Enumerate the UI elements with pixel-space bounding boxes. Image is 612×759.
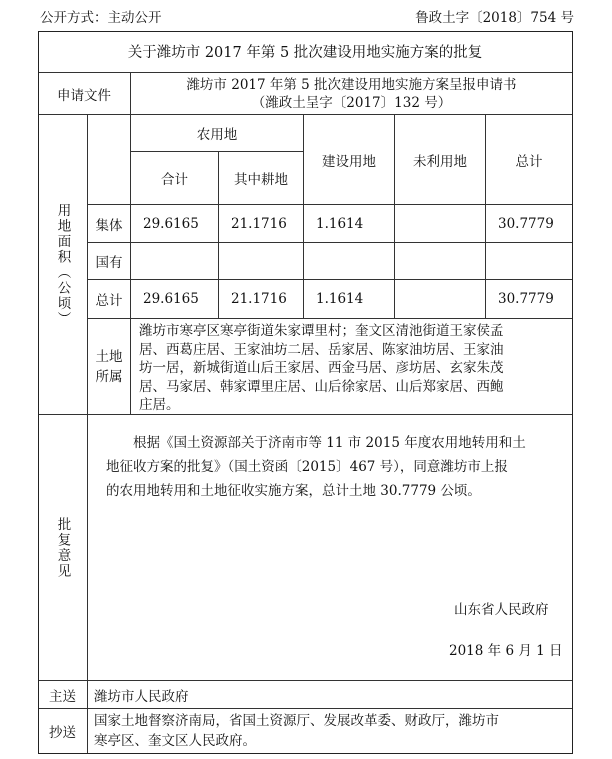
- farmland-header: 农用地: [131, 115, 304, 152]
- application-title: 潍坊市 2017 年第 5 批次建设用地实施方案呈报申请书: [186, 76, 517, 93]
- ownership-line: 庄居。: [139, 397, 180, 413]
- main-send-value: 潍坊市人民政府: [88, 681, 573, 709]
- ownership-line: 坊一居，新城街道山后王家居、西金马居、彦坊居、玄家朱茂: [139, 360, 504, 376]
- state-cultivated: [219, 243, 304, 280]
- collective-total: 30.7779: [486, 205, 573, 243]
- collective-construction: 1.1614: [304, 205, 395, 243]
- construction-header: 建设用地: [304, 115, 395, 205]
- state-farmland-total: [131, 243, 219, 280]
- application-label: 申请文件: [38, 73, 131, 115]
- opinion-paragraph: [88, 415, 572, 503]
- disclosure-method: 公开方式：主动公开: [40, 10, 162, 26]
- grand-cultivated: 21.1716: [219, 280, 304, 319]
- state-construction: [304, 243, 395, 280]
- row-label-collective: 集体: [88, 205, 131, 243]
- cultivated-subheader: 其中耕地: [219, 152, 304, 205]
- main-send-label: 主送: [38, 681, 88, 709]
- cc-label: 抄送: [38, 709, 88, 754]
- ownership-label: 土地所属: [88, 319, 131, 415]
- ownership-line: 潍坊市寒亭区寒亭街道朱家谭里村；奎文区清池街道王家侯孟: [139, 323, 504, 339]
- farmland-total-subheader: 合计: [131, 152, 219, 205]
- document-header: [40, 6, 574, 26]
- state-unused: [395, 243, 486, 280]
- land-area-label: 用地面积（公顷）: [38, 115, 88, 415]
- document-title: 关于潍坊市 2017 年第 5 批次建设用地实施方案的批复: [38, 31, 573, 73]
- signer: 山东省人民政府: [454, 602, 549, 618]
- document-number: 鲁政土字〔2018〕754 号: [415, 10, 574, 26]
- grand-construction: 1.1614: [304, 280, 395, 319]
- opinion-label: 批复意见: [38, 415, 88, 681]
- application-number: （潍政土呈字〔2017〕132 号）: [251, 94, 452, 111]
- state-total: [486, 243, 573, 280]
- ownership-line: 居、马家居、韩家谭里庄居、山后徐家居、山后郑家居、西鲍: [139, 378, 504, 395]
- approval-form: [38, 31, 573, 754]
- cc-value: [88, 709, 573, 754]
- opinion-content: [88, 415, 573, 681]
- row-label-grand-total: 总计: [88, 280, 131, 319]
- ownership-line: 居、西葛庄居、王家油坊二居、岳家居、陈家油坊居、王家油: [139, 341, 504, 358]
- application-document: [131, 73, 573, 115]
- grand-farmland-total: 29.6165: [131, 280, 219, 319]
- ownership-villages: [131, 319, 573, 415]
- opinion-line: 的农用地转用和土地征收实施方案，总计土地 30.7779 公顷。: [106, 483, 481, 499]
- cc-line: 寒亭区、奎文区人民政府。: [94, 733, 256, 749]
- row-label-state: 国有: [88, 243, 131, 280]
- opinion-line: 根据《国土资源部关于济南市等 11 市 2015 年度农用地转用和土: [133, 435, 526, 451]
- ownership-text: [131, 319, 510, 415]
- total-header: 总计: [486, 115, 573, 205]
- cc-line: 国家土地督察济南局，省国土资源厅、发展改革委、财政厅，潍坊市: [94, 713, 499, 729]
- grand-total: 30.7779: [486, 280, 573, 319]
- collective-unused: [395, 205, 486, 243]
- header-corner: [88, 115, 131, 205]
- grand-unused: [395, 280, 486, 319]
- collective-cultivated: 21.1716: [219, 205, 304, 243]
- opinion-line: 地征收方案的批复》（国土资函〔2015〕467 号），同意潍坊市上报: [106, 459, 508, 475]
- collective-farmland-total: 29.6165: [131, 205, 219, 243]
- approval-date: 2018 年 6 月 1 日: [449, 643, 563, 659]
- unused-header: 未利用地: [395, 115, 486, 205]
